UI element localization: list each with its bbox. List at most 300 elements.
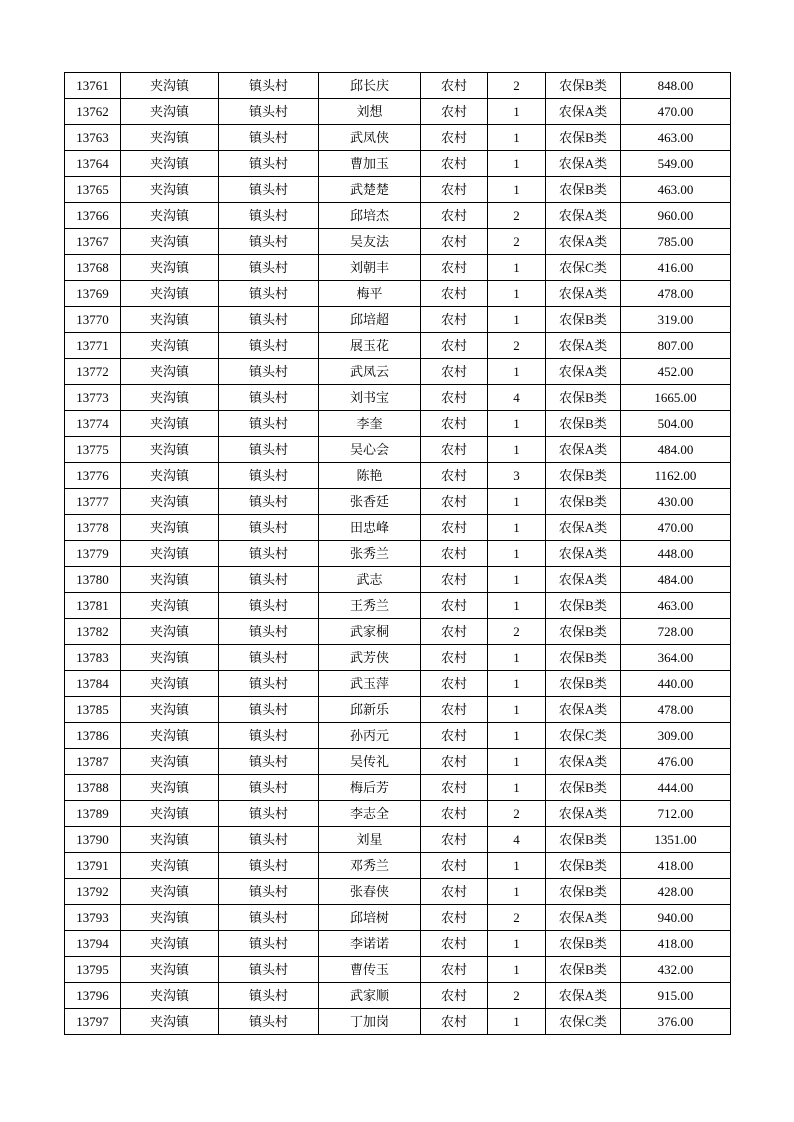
amount-cell: 549.00 — [621, 151, 731, 177]
village-cell: 镇头村 — [219, 99, 319, 125]
table-row — [65, 203, 731, 229]
count-cell: 1 — [488, 697, 546, 723]
village-cell: 镇头村 — [219, 671, 319, 697]
village-cell: 镇头村 — [219, 931, 319, 957]
table-row — [65, 177, 731, 203]
table-row — [65, 385, 731, 411]
table-row — [65, 1009, 731, 1035]
serial-cell: 13764 — [65, 151, 121, 177]
village-cell: 镇头村 — [219, 593, 319, 619]
village-cell: 镇头村 — [219, 437, 319, 463]
village-cell: 镇头村 — [219, 151, 319, 177]
count-cell: 1 — [488, 541, 546, 567]
category-cell: 农保A类 — [546, 541, 621, 567]
village-cell: 镇头村 — [219, 125, 319, 151]
amount-cell: 712.00 — [621, 801, 731, 827]
name-cell: 吴心会 — [319, 437, 421, 463]
name-cell: 刘书宝 — [319, 385, 421, 411]
town-cell: 夹沟镇 — [121, 203, 219, 229]
village-cell: 镇头村 — [219, 333, 319, 359]
name-cell: 邱培树 — [319, 905, 421, 931]
serial-cell: 13779 — [65, 541, 121, 567]
town-cell: 夹沟镇 — [121, 541, 219, 567]
amount-cell: 478.00 — [621, 281, 731, 307]
category-cell: 农保A类 — [546, 567, 621, 593]
count-cell: 1 — [488, 437, 546, 463]
count-cell: 1 — [488, 489, 546, 515]
name-cell: 田忠峰 — [319, 515, 421, 541]
serial-cell: 13787 — [65, 749, 121, 775]
name-cell: 邱培杰 — [319, 203, 421, 229]
serial-cell: 13797 — [65, 1009, 121, 1035]
category-cell: 农保C类 — [546, 255, 621, 281]
village-cell: 镇头村 — [219, 645, 319, 671]
table-row — [65, 645, 731, 671]
category-cell: 农保B类 — [546, 73, 621, 99]
town-cell: 夹沟镇 — [121, 437, 219, 463]
count-cell: 1 — [488, 411, 546, 437]
town-cell: 夹沟镇 — [121, 411, 219, 437]
residence-cell: 农村 — [421, 645, 488, 671]
serial-cell: 13768 — [65, 255, 121, 281]
table-row — [65, 749, 731, 775]
category-cell: 农保C类 — [546, 1009, 621, 1035]
count-cell: 4 — [488, 827, 546, 853]
residence-cell: 农村 — [421, 723, 488, 749]
amount-cell: 428.00 — [621, 879, 731, 905]
category-cell: 农保A类 — [546, 983, 621, 1009]
name-cell: 李奎 — [319, 411, 421, 437]
name-cell: 刘星 — [319, 827, 421, 853]
residence-cell: 农村 — [421, 879, 488, 905]
town-cell: 夹沟镇 — [121, 333, 219, 359]
residence-cell: 农村 — [421, 489, 488, 515]
table-row — [65, 801, 731, 827]
count-cell: 2 — [488, 801, 546, 827]
category-cell: 农保A类 — [546, 749, 621, 775]
count-cell: 1 — [488, 593, 546, 619]
table-row — [65, 671, 731, 697]
name-cell: 梅平 — [319, 281, 421, 307]
name-cell: 武家顺 — [319, 983, 421, 1009]
category-cell: 农保A类 — [546, 515, 621, 541]
serial-cell: 13769 — [65, 281, 121, 307]
serial-cell: 13763 — [65, 125, 121, 151]
count-cell: 2 — [488, 333, 546, 359]
amount-cell: 418.00 — [621, 853, 731, 879]
village-cell: 镇头村 — [219, 307, 319, 333]
town-cell: 夹沟镇 — [121, 749, 219, 775]
name-cell: 曹传玉 — [319, 957, 421, 983]
count-cell: 1 — [488, 359, 546, 385]
name-cell: 武玉萍 — [319, 671, 421, 697]
category-cell: 农保B类 — [546, 619, 621, 645]
count-cell: 1 — [488, 853, 546, 879]
town-cell: 夹沟镇 — [121, 801, 219, 827]
table-row — [65, 307, 731, 333]
residence-cell: 农村 — [421, 567, 488, 593]
village-cell: 镇头村 — [219, 541, 319, 567]
residence-cell: 农村 — [421, 697, 488, 723]
name-cell: 丁加岗 — [319, 1009, 421, 1035]
amount-cell: 440.00 — [621, 671, 731, 697]
amount-cell: 463.00 — [621, 593, 731, 619]
residence-cell: 农村 — [421, 177, 488, 203]
category-cell: 农保B类 — [546, 411, 621, 437]
town-cell: 夹沟镇 — [121, 671, 219, 697]
village-cell: 镇头村 — [219, 905, 319, 931]
serial-cell: 13794 — [65, 931, 121, 957]
table-row — [65, 281, 731, 307]
amount-cell: 807.00 — [621, 333, 731, 359]
records-table — [64, 72, 731, 1035]
table-row — [65, 515, 731, 541]
town-cell: 夹沟镇 — [121, 73, 219, 99]
village-cell: 镇头村 — [219, 229, 319, 255]
town-cell: 夹沟镇 — [121, 593, 219, 619]
amount-cell: 1665.00 — [621, 385, 731, 411]
residence-cell: 农村 — [421, 593, 488, 619]
town-cell: 夹沟镇 — [121, 125, 219, 151]
name-cell: 武楚楚 — [319, 177, 421, 203]
category-cell: 农保B类 — [546, 645, 621, 671]
name-cell: 刘朝丰 — [319, 255, 421, 281]
count-cell: 1 — [488, 515, 546, 541]
serial-cell: 13784 — [65, 671, 121, 697]
village-cell: 镇头村 — [219, 567, 319, 593]
count-cell: 1 — [488, 671, 546, 697]
name-cell: 梅后芳 — [319, 775, 421, 801]
count-cell: 1 — [488, 151, 546, 177]
residence-cell: 农村 — [421, 125, 488, 151]
name-cell: 邱新乐 — [319, 697, 421, 723]
village-cell: 镇头村 — [219, 801, 319, 827]
table-row — [65, 489, 731, 515]
serial-cell: 13790 — [65, 827, 121, 853]
serial-cell: 13773 — [65, 385, 121, 411]
town-cell: 夹沟镇 — [121, 1009, 219, 1035]
category-cell: 农保B类 — [546, 307, 621, 333]
amount-cell: 470.00 — [621, 515, 731, 541]
count-cell: 2 — [488, 73, 546, 99]
serial-cell: 13772 — [65, 359, 121, 385]
residence-cell: 农村 — [421, 541, 488, 567]
serial-cell: 13767 — [65, 229, 121, 255]
count-cell: 1 — [488, 1009, 546, 1035]
residence-cell: 农村 — [421, 151, 488, 177]
village-cell: 镇头村 — [219, 723, 319, 749]
table-row — [65, 879, 731, 905]
village-cell: 镇头村 — [219, 73, 319, 99]
name-cell: 刘想 — [319, 99, 421, 125]
amount-cell: 319.00 — [621, 307, 731, 333]
table-row — [65, 593, 731, 619]
town-cell: 夹沟镇 — [121, 723, 219, 749]
village-cell: 镇头村 — [219, 515, 319, 541]
amount-cell: 470.00 — [621, 99, 731, 125]
serial-cell: 13771 — [65, 333, 121, 359]
category-cell: 农保A类 — [546, 281, 621, 307]
amount-cell: 418.00 — [621, 931, 731, 957]
amount-cell: 463.00 — [621, 125, 731, 151]
table-row — [65, 151, 731, 177]
amount-cell: 484.00 — [621, 437, 731, 463]
amount-cell: 444.00 — [621, 775, 731, 801]
name-cell: 展玉花 — [319, 333, 421, 359]
amount-cell: 309.00 — [621, 723, 731, 749]
village-cell: 镇头村 — [219, 255, 319, 281]
town-cell: 夹沟镇 — [121, 281, 219, 307]
count-cell: 1 — [488, 99, 546, 125]
count-cell: 1 — [488, 281, 546, 307]
residence-cell: 农村 — [421, 957, 488, 983]
town-cell: 夹沟镇 — [121, 775, 219, 801]
name-cell: 吴友法 — [319, 229, 421, 255]
amount-cell: 940.00 — [621, 905, 731, 931]
amount-cell: 484.00 — [621, 567, 731, 593]
category-cell: 农保A类 — [546, 333, 621, 359]
serial-cell: 13785 — [65, 697, 121, 723]
residence-cell: 农村 — [421, 385, 488, 411]
residence-cell: 农村 — [421, 255, 488, 281]
residence-cell: 农村 — [421, 333, 488, 359]
serial-cell: 13770 — [65, 307, 121, 333]
village-cell: 镇头村 — [219, 879, 319, 905]
residence-cell: 农村 — [421, 203, 488, 229]
town-cell: 夹沟镇 — [121, 879, 219, 905]
serial-cell: 13793 — [65, 905, 121, 931]
town-cell: 夹沟镇 — [121, 489, 219, 515]
town-cell: 夹沟镇 — [121, 515, 219, 541]
count-cell: 1 — [488, 645, 546, 671]
name-cell: 武芳侠 — [319, 645, 421, 671]
category-cell: 农保A类 — [546, 697, 621, 723]
count-cell: 4 — [488, 385, 546, 411]
category-cell: 农保A类 — [546, 99, 621, 125]
name-cell: 张春侠 — [319, 879, 421, 905]
amount-cell: 1162.00 — [621, 463, 731, 489]
amount-cell: 376.00 — [621, 1009, 731, 1035]
name-cell: 张秀兰 — [319, 541, 421, 567]
serial-cell: 13780 — [65, 567, 121, 593]
amount-cell: 848.00 — [621, 73, 731, 99]
name-cell: 孙丙元 — [319, 723, 421, 749]
residence-cell: 农村 — [421, 229, 488, 255]
table-row — [65, 905, 731, 931]
residence-cell: 农村 — [421, 99, 488, 125]
residence-cell: 农村 — [421, 827, 488, 853]
amount-cell: 432.00 — [621, 957, 731, 983]
village-cell: 镇头村 — [219, 411, 319, 437]
town-cell: 夹沟镇 — [121, 957, 219, 983]
category-cell: 农保B类 — [546, 593, 621, 619]
town-cell: 夹沟镇 — [121, 151, 219, 177]
residence-cell: 农村 — [421, 749, 488, 775]
serial-cell: 13791 — [65, 853, 121, 879]
records-table-body — [65, 73, 731, 1035]
serial-cell: 13765 — [65, 177, 121, 203]
amount-cell: 452.00 — [621, 359, 731, 385]
serial-cell: 13789 — [65, 801, 121, 827]
category-cell: 农保B类 — [546, 931, 621, 957]
town-cell: 夹沟镇 — [121, 983, 219, 1009]
amount-cell: 728.00 — [621, 619, 731, 645]
residence-cell: 农村 — [421, 73, 488, 99]
serial-cell: 13796 — [65, 983, 121, 1009]
table-row — [65, 619, 731, 645]
count-cell: 2 — [488, 983, 546, 1009]
table-row — [65, 853, 731, 879]
name-cell: 武家桐 — [319, 619, 421, 645]
table-row — [65, 99, 731, 125]
residence-cell: 农村 — [421, 307, 488, 333]
serial-cell: 13762 — [65, 99, 121, 125]
amount-cell: 960.00 — [621, 203, 731, 229]
amount-cell: 448.00 — [621, 541, 731, 567]
count-cell: 2 — [488, 619, 546, 645]
category-cell: 农保A类 — [546, 801, 621, 827]
serial-cell: 13788 — [65, 775, 121, 801]
village-cell: 镇头村 — [219, 177, 319, 203]
residence-cell: 农村 — [421, 281, 488, 307]
residence-cell: 农村 — [421, 463, 488, 489]
village-cell: 镇头村 — [219, 853, 319, 879]
name-cell: 武凤云 — [319, 359, 421, 385]
table-row — [65, 125, 731, 151]
count-cell: 2 — [488, 229, 546, 255]
category-cell: 农保B类 — [546, 385, 621, 411]
table-row — [65, 983, 731, 1009]
count-cell: 1 — [488, 749, 546, 775]
table-row — [65, 827, 731, 853]
name-cell: 邱长庆 — [319, 73, 421, 99]
town-cell: 夹沟镇 — [121, 177, 219, 203]
category-cell: 农保B类 — [546, 671, 621, 697]
count-cell: 1 — [488, 567, 546, 593]
serial-cell: 13792 — [65, 879, 121, 905]
town-cell: 夹沟镇 — [121, 853, 219, 879]
serial-cell: 13782 — [65, 619, 121, 645]
serial-cell: 13777 — [65, 489, 121, 515]
town-cell: 夹沟镇 — [121, 255, 219, 281]
count-cell: 2 — [488, 905, 546, 931]
residence-cell: 农村 — [421, 359, 488, 385]
serial-cell: 13774 — [65, 411, 121, 437]
residence-cell: 农村 — [421, 931, 488, 957]
town-cell: 夹沟镇 — [121, 359, 219, 385]
amount-cell: 463.00 — [621, 177, 731, 203]
amount-cell: 1351.00 — [621, 827, 731, 853]
village-cell: 镇头村 — [219, 489, 319, 515]
table-row — [65, 931, 731, 957]
table-row — [65, 723, 731, 749]
name-cell: 吴传礼 — [319, 749, 421, 775]
table-row — [65, 567, 731, 593]
village-cell: 镇头村 — [219, 359, 319, 385]
category-cell: 农保B类 — [546, 463, 621, 489]
village-cell: 镇头村 — [219, 827, 319, 853]
serial-cell: 13786 — [65, 723, 121, 749]
village-cell: 镇头村 — [219, 957, 319, 983]
table-row — [65, 359, 731, 385]
village-cell: 镇头村 — [219, 775, 319, 801]
table-row — [65, 333, 731, 359]
table-row — [65, 411, 731, 437]
town-cell: 夹沟镇 — [121, 385, 219, 411]
count-cell: 1 — [488, 931, 546, 957]
category-cell: 农保A类 — [546, 229, 621, 255]
table-row — [65, 255, 731, 281]
count-cell: 1 — [488, 775, 546, 801]
residence-cell: 农村 — [421, 515, 488, 541]
village-cell: 镇头村 — [219, 619, 319, 645]
village-cell: 镇头村 — [219, 697, 319, 723]
residence-cell: 农村 — [421, 905, 488, 931]
village-cell: 镇头村 — [219, 385, 319, 411]
table-row — [65, 437, 731, 463]
serial-cell: 13775 — [65, 437, 121, 463]
table-row — [65, 463, 731, 489]
town-cell: 夹沟镇 — [121, 905, 219, 931]
serial-cell: 13761 — [65, 73, 121, 99]
category-cell: 农保B类 — [546, 957, 621, 983]
amount-cell: 416.00 — [621, 255, 731, 281]
name-cell: 曹加玉 — [319, 151, 421, 177]
category-cell: 农保B类 — [546, 879, 621, 905]
amount-cell: 430.00 — [621, 489, 731, 515]
name-cell: 武凤侠 — [319, 125, 421, 151]
category-cell: 农保A类 — [546, 203, 621, 229]
category-cell: 农保B类 — [546, 125, 621, 151]
name-cell: 邓秀兰 — [319, 853, 421, 879]
table-row — [65, 541, 731, 567]
village-cell: 镇头村 — [219, 203, 319, 229]
category-cell: 农保A类 — [546, 437, 621, 463]
residence-cell: 农村 — [421, 775, 488, 801]
table-row — [65, 73, 731, 99]
count-cell: 1 — [488, 307, 546, 333]
town-cell: 夹沟镇 — [121, 99, 219, 125]
name-cell: 邱培超 — [319, 307, 421, 333]
serial-cell: 13783 — [65, 645, 121, 671]
name-cell: 王秀兰 — [319, 593, 421, 619]
residence-cell: 农村 — [421, 801, 488, 827]
count-cell: 1 — [488, 125, 546, 151]
town-cell: 夹沟镇 — [121, 229, 219, 255]
category-cell: 农保C类 — [546, 723, 621, 749]
count-cell: 3 — [488, 463, 546, 489]
village-cell: 镇头村 — [219, 983, 319, 1009]
category-cell: 农保A类 — [546, 151, 621, 177]
category-cell: 农保B类 — [546, 177, 621, 203]
residence-cell: 农村 — [421, 619, 488, 645]
category-cell: 农保A类 — [546, 359, 621, 385]
town-cell: 夹沟镇 — [121, 567, 219, 593]
serial-cell: 13778 — [65, 515, 121, 541]
amount-cell: 478.00 — [621, 697, 731, 723]
residence-cell: 农村 — [421, 1009, 488, 1035]
residence-cell: 农村 — [421, 411, 488, 437]
category-cell: 农保B类 — [546, 775, 621, 801]
count-cell: 1 — [488, 723, 546, 749]
serial-cell: 13781 — [65, 593, 121, 619]
town-cell: 夹沟镇 — [121, 931, 219, 957]
name-cell: 李志全 — [319, 801, 421, 827]
town-cell: 夹沟镇 — [121, 619, 219, 645]
name-cell: 李诺诺 — [319, 931, 421, 957]
table-row — [65, 775, 731, 801]
table-row — [65, 697, 731, 723]
